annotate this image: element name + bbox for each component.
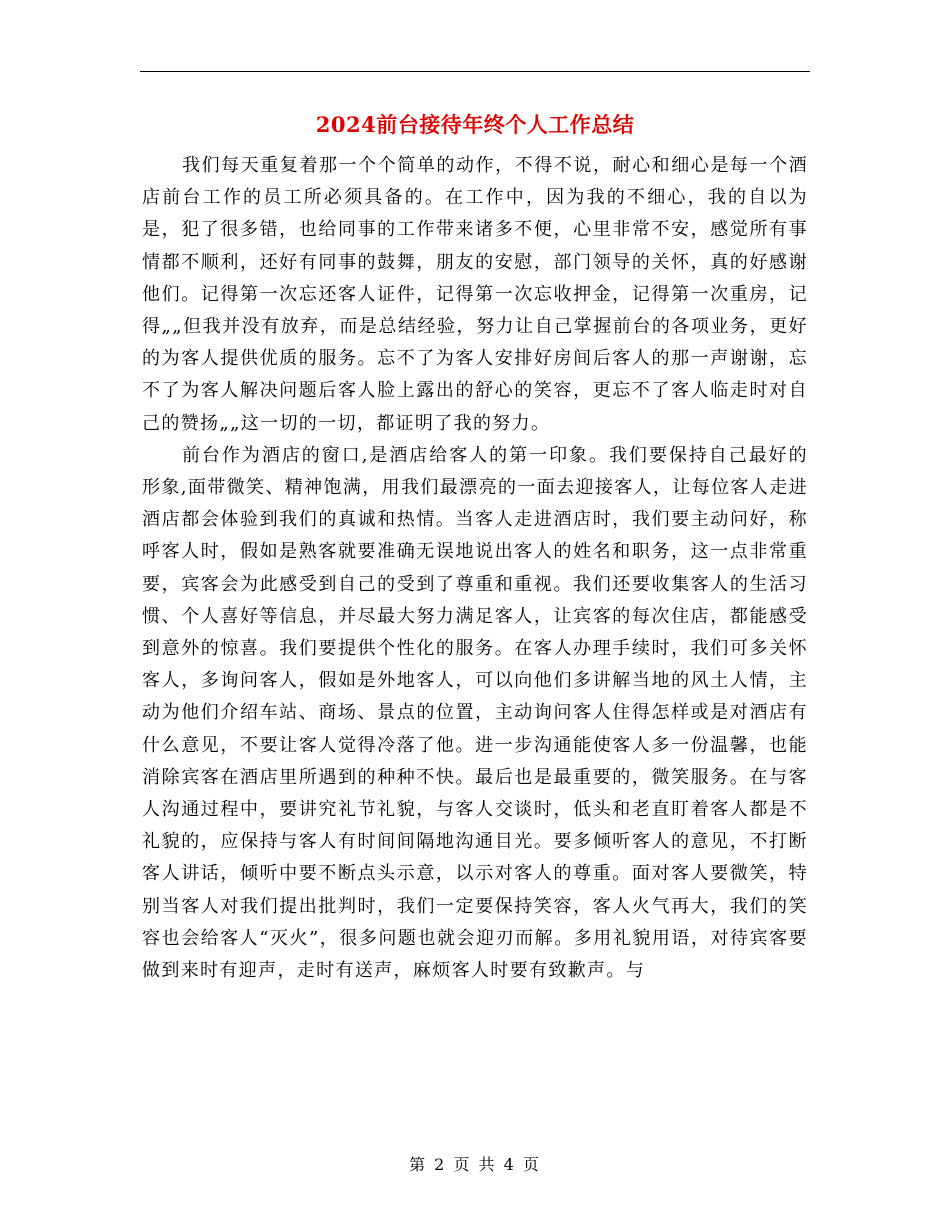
paragraph-2: 前台作为酒店的窗口,是酒店给客人的第一印象。我们要保持自己最好的形象,面带微笑、精神饱满，用我们最漂亮的一面去迎接客人，让每位客人走进酒店都会体验到我们的真诚和热情。当客人走进酒店时，我们要主动问好，称呼客人时，假如是熟客就要准确无误地说出客人的姓名和职务，这一点非常重要，宾客会为此感受到自己的受到了尊重和重视。我们还要收集客人的生活习惯、个人喜好等信息，并尽最大努力满足客人，让宾客的每次住店，都能感受到意外的惊喜。我们要提供个性化的服务。在客人办理手续时，我们可多关怀客人，多询问客人，假如是外地客人，可以向他们多讲解当地的风土人情，主动为他们介绍车站、商场、景点的位置，主动询问客人住得怎样或是对酒店有什么意见，不要让客人觉得冷落了他。进一步沟通能使客人多一份温馨，也能消除宾客在酒店里所遇到的种种不快。最后也是最重要的，微笑服务。在与客人沟通过程中，要讲究礼节礼貌，与客人交谈时，低头和老直盯着客人都是不礼貌的，应保持与客人有时间间隔地沟通目光。要多倾听客人的意见，不打断客人讲话，倾听中要不断点头示意，以示对客人的尊重。面对客人要微笑，特别当客人对我们提出批判时，我们一定要保持笑容，客人火气再大，我们的笑容也会给客人“灭火”，很多问题也就会迎刃而解。多用礼貌用语，对待宾客要做到来时有迎声，走时有送声，麻烦客人时要有致歉声。与 bbox=[142, 444, 808, 982]
header-rule bbox=[140, 71, 810, 72]
document-body bbox=[142, 150, 808, 987]
page-number-footer: 第 2 页 共 4 页 bbox=[409, 1155, 541, 1174]
paragraph-1: 我们每天重复着那一个个简单的动作，不得不说，耐心和细心是每一个酒店前台工作的员工所必须具备的。在工作中，因为我的不细心，我的自以为是，犯了很多错，也给同事的工作带来诸多不便，心里非常不安，感觉所有事情都不顺利，还好有同事的鼓舞，朋友的安慰，部门领导的关怀，真的好感谢他们。记得第一次忘还客人证件，记得第一次忘收押金，记得第一次重房，记得„„但我并没有放弃，而是总结经验，努力让自己掌握前台的各项业务，更好的为客人提供优质的服务。忘不了为客人安排好房间后客人的那一声谢谢，忘不了为客人解决问题后客人脸上露出的舒心的笑容，更忘不了客人临走时对自己的赞扬„„这一切的一切，都证明了我的努力。 bbox=[142, 155, 808, 434]
document-title: 2024前台接待年终个人工作总结 bbox=[315, 112, 635, 137]
